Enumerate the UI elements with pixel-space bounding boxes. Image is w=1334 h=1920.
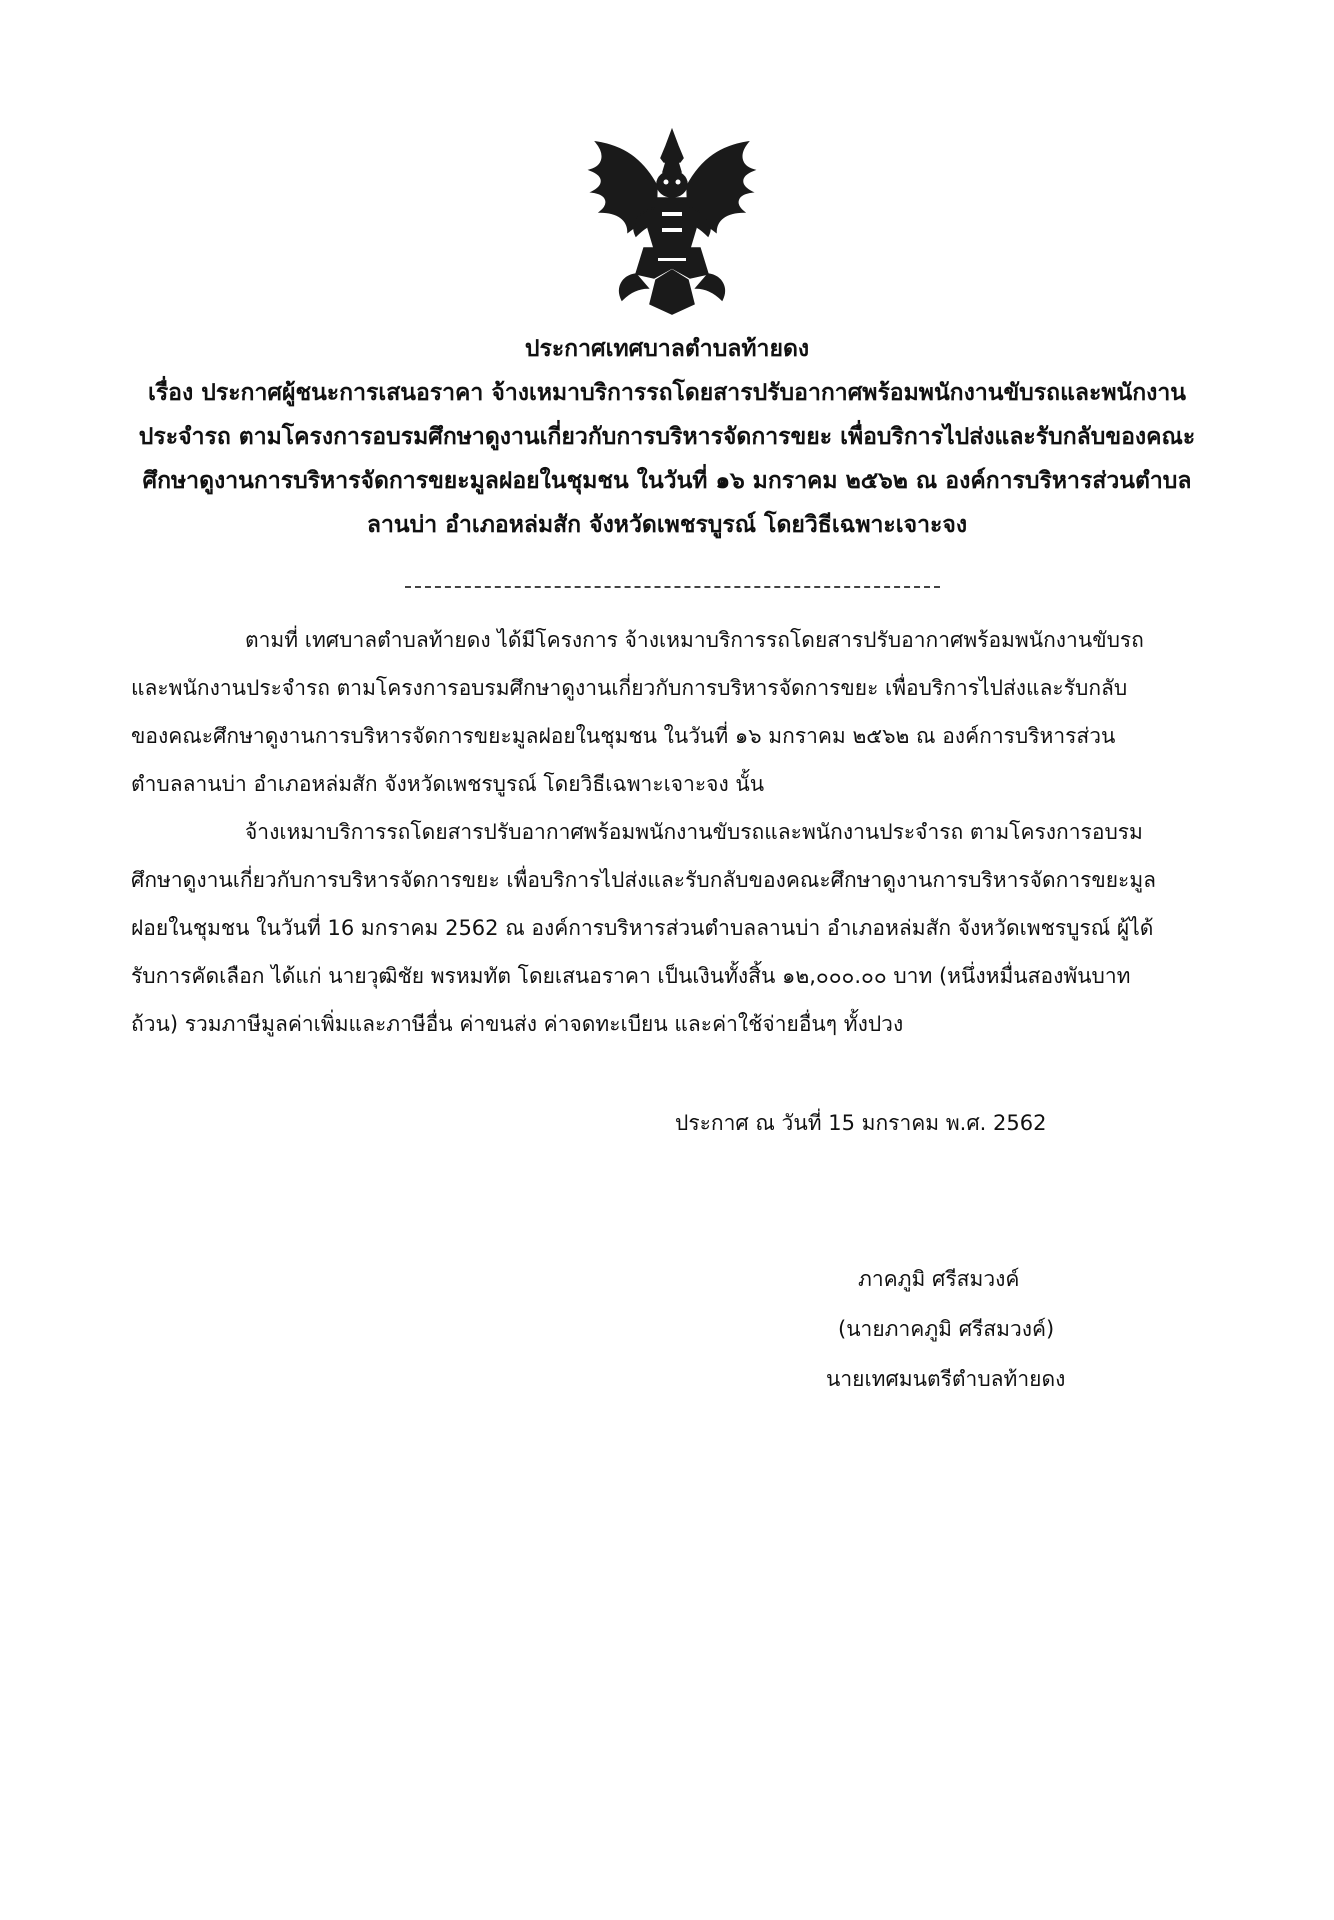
paragraph2-line-1: จ้างเหมาบริการรถโดยสารปรับอากาศพร้อมพนักงานขับรถและพนักงานประจำรถ ตามโครงการอบรม <box>245 820 1143 844</box>
paragraph2-line-4: รับการคัดเลือก ได้แก่ นายวุฒิชัย พรหมทัต โดยเสนอราคา เป็นเงินทั้งสิ้น ๑๒,๐๐๐.๐๐ บาท (หนึ่งหมื่นสองพันบาท <box>131 964 1131 988</box>
heading-divider <box>405 586 940 588</box>
subject-line-3: ศึกษาดูงานการบริหารจัดการขยะมูลฝอยในชุมชน ในวันที่ ๑๖ มกราคม ๒๕๖๒ ณ องค์การบริหารส่วนตำบล <box>142 468 1192 494</box>
subject-line-4: ลานบ่า อำเภอหล่มสัก จังหวัดเพชรบูรณ์ โดยวิธีเฉพาะเจาะจง <box>366 512 968 538</box>
paragraph1-line-4: ตำบลลานบ่า อำเภอหล่มสัก จังหวัดเพชรบูรณ์ โดยวิธีเฉพาะเจาะจง นั้น <box>131 772 765 796</box>
signature-name: ภาคภูมิ ศรีสมวงค์ <box>858 1267 1020 1291</box>
paragraph1-line-1: ตามที่ เทศบาลตำบลท้ายดง ได้มีโครงการ จ้างเหมาบริการรถโดยสารปรับอากาศพร้อมพนักงานขับรถ <box>245 628 1144 652</box>
garuda-emblem-icon <box>582 128 762 316</box>
paragraph2-line-3: ฝอยในชุมชน ในวันที่ 16 มกราคม 2562 ณ องค์การบริหารส่วนตำบลลานบ่า อำเภอหล่มสัก จังหวัดเพชรบูรณ์ ผู้ได้ <box>131 916 1154 940</box>
signatory-position: นายเทศมนตรีตำบลท้ายดง <box>826 1367 1066 1391</box>
announcement-date: ประกาศ ณ วันที่ 15 มกราคม พ.ศ. 2562 <box>675 1111 1047 1135</box>
paragraph1-line-3: ของคณะศึกษาดูงานการบริหารจัดการขยะมูลฝอยในชุมชน ในวันที่ ๑๖ มกราคม ๒๕๖๒ ณ องค์การบริหารส่วน <box>131 724 1116 748</box>
paragraph1-line-2: และพนักงานประจำรถ ตามโครงการอบรมศึกษาดูงานเกี่ยวกับการบริหารจัดการขยะ เพื่อบริการไปส่งและรับกลับ <box>131 676 1128 700</box>
subject-line-1: เรื่อง ประกาศผู้ชนะการเสนอราคา จ้างเหมาบริการรถโดยสารปรับอากาศพร้อมพนักงานขับรถและพนักงาน <box>147 380 1187 406</box>
paragraph2-line-5: ถ้วน) รวมภาษีมูลค่าเพิ่มและภาษีอื่น ค่าขนส่ง ค่าจดทะเบียน และค่าใช้จ่ายอื่นๆ ทั้งปวง <box>131 1012 904 1036</box>
signatory-full-name: (นายภาคภูมิ ศรีสมวงค์) <box>838 1317 1055 1341</box>
announcement-title: ประกาศเทศบาลตำบลท้ายดง <box>524 336 810 362</box>
paragraph2-line-2: ศึกษาดูงานเกี่ยวกับการบริหารจัดการขยะ เพื่อบริการไปส่งและรับกลับของคณะศึกษาดูงานการบริหารจัดการขยะมูล <box>131 868 1157 892</box>
subject-line-2: ประจำรถ ตามโครงการอบรมศึกษาดูงานเกี่ยวกับการบริหารจัดการขยะ เพื่อบริการไปส่งและรับกลับของคณะ <box>138 424 1196 450</box>
